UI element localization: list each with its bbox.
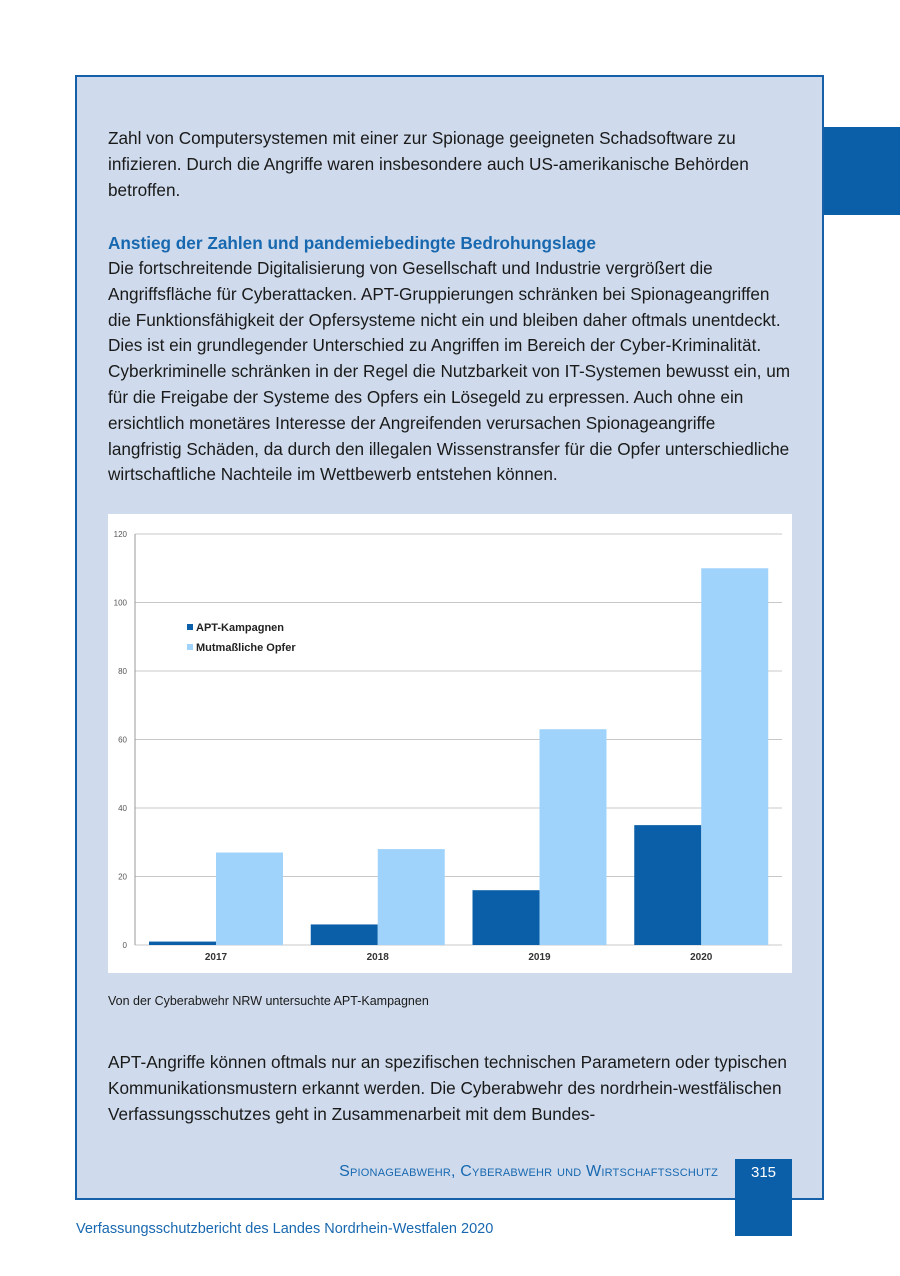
- bar-apt-kampagnen-2018: [311, 924, 378, 945]
- page-number: 315: [750, 1164, 777, 1181]
- y-tick-label: 100: [113, 598, 127, 608]
- section-heading: Anstieg der Zahlen und pandemiebedingte Bedrohungslage: [108, 233, 596, 253]
- report-title: Verfassungsschutzbericht des Landes Nordrhein-Westfalen 2020: [76, 1221, 494, 1237]
- legend-label: Mutmaßliche Opfer: [196, 642, 296, 654]
- bar-mutma-liche-opfer-2017: [216, 853, 283, 945]
- content-panel: [75, 75, 824, 1200]
- chapter-tab-marker: [823, 127, 900, 215]
- chart-caption: Von der Cyberabwehr NRW untersuchte APT-Kampagnen: [108, 994, 429, 1008]
- y-tick-label: 80: [118, 667, 127, 676]
- x-tick-label: 2018: [366, 952, 389, 963]
- y-tick-label: 0: [122, 941, 127, 950]
- y-tick-label: 20: [118, 872, 127, 882]
- x-tick-label: 2019: [528, 952, 551, 963]
- bar-mutma-liche-opfer-2018: [378, 849, 445, 945]
- x-tick-label: 2020: [690, 952, 713, 963]
- legend-swatch: [187, 624, 193, 630]
- legend-swatch: [187, 644, 193, 650]
- chart-svg: [108, 514, 792, 973]
- page-number-box: [735, 1159, 792, 1236]
- bar-apt-kampagnen-2020: [634, 825, 701, 945]
- x-tick-label: 2017: [204, 952, 228, 963]
- paragraph-main: Die fortschreitende Digitalisierung von Gesellschaft und Industrie vergrößert die Angriffsfläche für Cyberattacken. APT-Gruppierungen schränken bei Spionageangriffen die Funktionsfähigkeit der Opfersysteme nicht ein und bleiben daher oftmals unentdeckt. Dies ist ein grundlegender Unterschied zu Angriffen im Bereich der Cyber-Kriminalität. Cyberkriminelle schränken in der Regel die Nutzbarkeit von IT-Systemen bewusst ein, um für die Freigabe der Systeme des Opfers ein Lösegeld zu erpressen. Auch ohne ein ersichtlich monetäres Interesse der Angreifenden verursachen Spionageangriffe langfristig Schäden, da durch den illegalen Wissenstransfer für die Opfer unterschiedliche wirtschaftliche Nachteile im Wettbewerb entstehen können.: [108, 258, 791, 485]
- legend-label: APT-Kampagnen: [196, 622, 285, 634]
- apt-bar-chart: [108, 514, 792, 973]
- bar-mutma-liche-opfer-2020: [701, 568, 768, 945]
- bar-apt-kampagnen-2017: [149, 942, 216, 945]
- y-tick-label: 120: [113, 530, 127, 539]
- y-tick-label: 40: [118, 804, 127, 813]
- paragraph-intro: Zahl von Computersystemen mit einer zur Spionage geeigneten Schadsoftware zu infizieren. Durch die Angriffe waren insbesondere auch US-amerikanische Behörden betroffen.: [108, 128, 749, 200]
- bar-mutma-liche-opfer-2019: [540, 729, 607, 945]
- bar-apt-kampagnen-2019: [473, 890, 540, 945]
- paragraph-continuation: APT-Angriffe können oftmals nur an spezifischen technischen Parametern oder typischen Kommunikationsmustern erkannt werden. Die Cyberabwehr des nordrhein-westfälischen Verfassungsschutzes geht in Zusammenarbeit mit dem Bundes-: [108, 1052, 787, 1124]
- footer-section-title: Spionageabwehr, Cyberabwehr und Wirtschaftsschutz: [339, 1163, 718, 1180]
- y-tick-label: 60: [118, 735, 127, 745]
